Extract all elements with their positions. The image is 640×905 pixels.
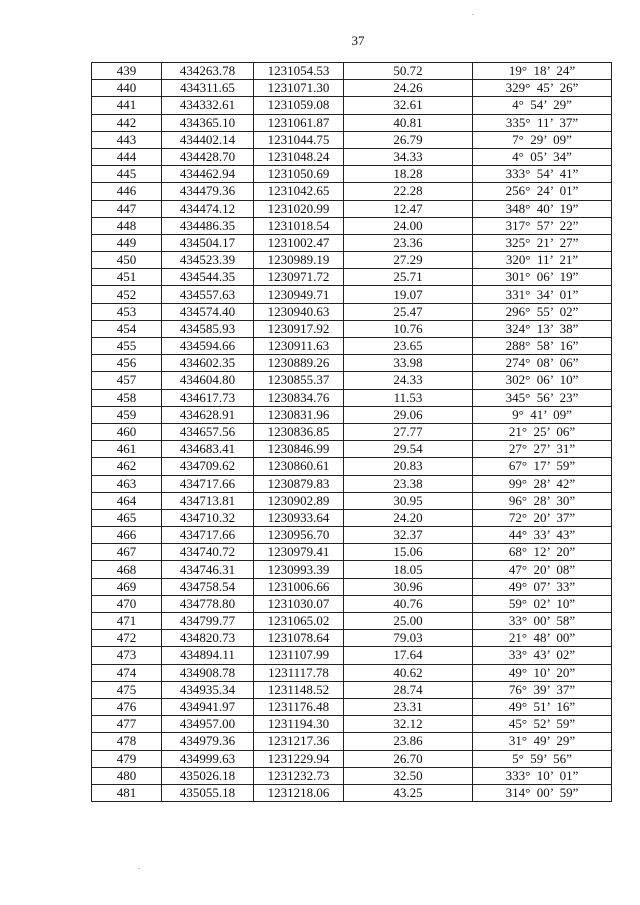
x-coordinate-cell: 434486.35 (162, 217, 254, 234)
x-coordinate-cell: 434935.34 (162, 681, 254, 698)
bearing-cell: 4° 54’ 29” (473, 97, 612, 114)
x-coordinate-cell: 434523.39 (162, 252, 254, 269)
x-coordinate-cell: 434428.70 (162, 148, 254, 165)
bearing-cell: 320° 11’ 21” (473, 252, 612, 269)
point-number-cell: 446 (92, 183, 162, 200)
distance-cell: 24.26 (344, 80, 473, 97)
table-row (92, 148, 612, 165)
bearing-cell: 76° 39’ 37” (473, 681, 612, 698)
table-row (92, 716, 612, 733)
coordinates-table (91, 62, 612, 802)
table-row (92, 372, 612, 389)
x-coordinate-cell: 434332.61 (162, 97, 254, 114)
table-row (92, 320, 612, 337)
point-number-cell: 458 (92, 389, 162, 406)
x-coordinate-cell: 434544.35 (162, 269, 254, 286)
table-row (92, 355, 612, 372)
y-coordinate-cell: 1231061.87 (254, 114, 344, 131)
x-coordinate-cell: 434941.97 (162, 698, 254, 715)
distance-cell: 30.96 (344, 578, 473, 595)
bearing-cell: 4° 05’ 34” (473, 148, 612, 165)
y-coordinate-cell: 1231020.99 (254, 200, 344, 217)
distance-cell: 29.06 (344, 406, 473, 423)
bearing-cell: 59° 02’ 10” (473, 595, 612, 612)
point-number-cell: 441 (92, 97, 162, 114)
point-number-cell: 469 (92, 578, 162, 595)
point-number-cell: 444 (92, 148, 162, 165)
table-row (92, 97, 612, 114)
bearing-cell: 333° 10’ 01” (473, 767, 612, 784)
table-row (92, 492, 612, 509)
x-coordinate-cell: 434462.94 (162, 166, 254, 183)
y-coordinate-cell: 1231217.36 (254, 733, 344, 750)
y-coordinate-cell: 1231059.08 (254, 97, 344, 114)
point-number-cell: 464 (92, 492, 162, 509)
bearing-cell: 302° 06’ 10” (473, 372, 612, 389)
y-coordinate-cell: 1230989.19 (254, 252, 344, 269)
distance-cell: 40.81 (344, 114, 473, 131)
y-coordinate-cell: 1230971.72 (254, 269, 344, 286)
table-row (92, 561, 612, 578)
y-coordinate-cell: 1230917.92 (254, 320, 344, 337)
point-number-cell: 462 (92, 458, 162, 475)
point-number-cell: 439 (92, 63, 162, 80)
y-coordinate-cell: 1230911.63 (254, 338, 344, 355)
y-coordinate-cell: 1230836.85 (254, 423, 344, 440)
point-number-cell: 476 (92, 698, 162, 715)
bearing-cell: 99° 28’ 42” (473, 475, 612, 492)
table-row (92, 698, 612, 715)
x-coordinate-cell: 434585.93 (162, 320, 254, 337)
table-row (92, 252, 612, 269)
bearing-cell: 33° 43’ 02” (473, 647, 612, 664)
bearing-cell: 68° 12’ 20” (473, 544, 612, 561)
table-row (92, 595, 612, 612)
point-number-cell: 467 (92, 544, 162, 561)
point-number-cell: 440 (92, 80, 162, 97)
bearing-cell: 96° 28’ 30” (473, 492, 612, 509)
point-number-cell: 450 (92, 252, 162, 269)
distance-cell: 24.33 (344, 372, 473, 389)
y-coordinate-cell: 1231107.99 (254, 647, 344, 664)
y-coordinate-cell: 1230855.37 (254, 372, 344, 389)
bearing-cell: 296° 55’ 02” (473, 303, 612, 320)
bearing-cell: 274° 08’ 06” (473, 355, 612, 372)
y-coordinate-cell: 1231018.54 (254, 217, 344, 234)
bearing-cell: 47° 20’ 08” (473, 561, 612, 578)
point-number-cell: 459 (92, 406, 162, 423)
distance-cell: 23.36 (344, 234, 473, 251)
distance-cell: 27.29 (344, 252, 473, 269)
table-row (92, 733, 612, 750)
point-number-cell: 461 (92, 441, 162, 458)
bearing-cell: 9° 41’ 09” (473, 406, 612, 423)
x-coordinate-cell: 434474.12 (162, 200, 254, 217)
y-coordinate-cell: 1230979.41 (254, 544, 344, 561)
table-row (92, 784, 612, 801)
distance-cell: 27.77 (344, 423, 473, 440)
scan-speck (138, 868, 140, 869)
distance-cell: 23.31 (344, 698, 473, 715)
x-coordinate-cell: 435055.18 (162, 784, 254, 801)
distance-cell: 20.83 (344, 458, 473, 475)
x-coordinate-cell: 434746.31 (162, 561, 254, 578)
bearing-cell: 7° 29’ 09” (473, 131, 612, 148)
table-row (92, 80, 612, 97)
y-coordinate-cell: 1231194.30 (254, 716, 344, 733)
y-coordinate-cell: 1231229.94 (254, 750, 344, 767)
distance-cell: 32.50 (344, 767, 473, 784)
x-coordinate-cell: 434657.56 (162, 423, 254, 440)
distance-cell: 79.03 (344, 630, 473, 647)
x-coordinate-cell: 434683.41 (162, 441, 254, 458)
y-coordinate-cell: 1231065.02 (254, 613, 344, 630)
x-coordinate-cell: 434758.54 (162, 578, 254, 595)
bearing-cell: 314° 00’ 59” (473, 784, 612, 801)
x-coordinate-cell: 434717.66 (162, 475, 254, 492)
distance-cell: 26.70 (344, 750, 473, 767)
bearing-cell: 27° 27’ 31” (473, 441, 612, 458)
x-coordinate-cell: 434479.36 (162, 183, 254, 200)
table-row (92, 269, 612, 286)
x-coordinate-cell: 434402.14 (162, 131, 254, 148)
point-number-cell: 451 (92, 269, 162, 286)
y-coordinate-cell: 1231232.73 (254, 767, 344, 784)
y-coordinate-cell: 1231042.65 (254, 183, 344, 200)
distance-cell: 28.74 (344, 681, 473, 698)
x-coordinate-cell: 434709.62 (162, 458, 254, 475)
bearing-cell: 324° 13’ 38” (473, 320, 612, 337)
point-number-cell: 475 (92, 681, 162, 698)
distance-cell: 23.65 (344, 338, 473, 355)
x-coordinate-cell: 434999.63 (162, 750, 254, 767)
table-row (92, 63, 612, 80)
point-number-cell: 481 (92, 784, 162, 801)
y-coordinate-cell: 1231048.24 (254, 148, 344, 165)
bearing-cell: 5° 59’ 56” (473, 750, 612, 767)
x-coordinate-cell: 434717.66 (162, 527, 254, 544)
y-coordinate-cell: 1230889.26 (254, 355, 344, 372)
x-coordinate-cell: 434557.63 (162, 286, 254, 303)
coordinates-table-body (92, 63, 612, 802)
point-number-cell: 472 (92, 630, 162, 647)
point-number-cell: 465 (92, 509, 162, 526)
point-number-cell: 480 (92, 767, 162, 784)
distance-cell: 30.95 (344, 492, 473, 509)
x-coordinate-cell: 434894.11 (162, 647, 254, 664)
table-row (92, 131, 612, 148)
y-coordinate-cell: 1231148.52 (254, 681, 344, 698)
distance-cell: 32.61 (344, 97, 473, 114)
distance-cell: 23.38 (344, 475, 473, 492)
distance-cell: 33.98 (344, 355, 473, 372)
distance-cell: 18.05 (344, 561, 473, 578)
y-coordinate-cell: 1230902.89 (254, 492, 344, 509)
y-coordinate-cell: 1230831.96 (254, 406, 344, 423)
bearing-cell: 31° 49’ 29” (473, 733, 612, 750)
table-row (92, 613, 612, 630)
scan-speck (472, 14, 474, 15)
bearing-cell: 301° 06’ 19” (473, 269, 612, 286)
bearing-cell: 21° 48’ 00” (473, 630, 612, 647)
point-number-cell: 466 (92, 527, 162, 544)
distance-cell: 50.72 (344, 63, 473, 80)
distance-cell: 40.62 (344, 664, 473, 681)
table-row (92, 509, 612, 526)
point-number-cell: 468 (92, 561, 162, 578)
point-number-cell: 449 (92, 234, 162, 251)
x-coordinate-cell: 434602.35 (162, 355, 254, 372)
point-number-cell: 445 (92, 166, 162, 183)
bearing-cell: 33° 00’ 58” (473, 613, 612, 630)
distance-cell: 19.07 (344, 286, 473, 303)
x-coordinate-cell: 434957.00 (162, 716, 254, 733)
distance-cell: 10.76 (344, 320, 473, 337)
x-coordinate-cell: 434594.66 (162, 338, 254, 355)
bearing-cell: 72° 20’ 37” (473, 509, 612, 526)
x-coordinate-cell: 434820.73 (162, 630, 254, 647)
bearing-cell: 49° 51’ 16” (473, 698, 612, 715)
y-coordinate-cell: 1230949.71 (254, 286, 344, 303)
table-row (92, 166, 612, 183)
table-row (92, 630, 612, 647)
table-row (92, 234, 612, 251)
x-coordinate-cell: 434574.40 (162, 303, 254, 320)
x-coordinate-cell: 434263.78 (162, 63, 254, 80)
table-row (92, 406, 612, 423)
bearing-cell: 325° 21’ 27” (473, 234, 612, 251)
table-row (92, 423, 612, 440)
table-row (92, 647, 612, 664)
bearing-cell: 333° 54’ 41” (473, 166, 612, 183)
table-row (92, 458, 612, 475)
point-number-cell: 447 (92, 200, 162, 217)
table-row (92, 389, 612, 406)
table-row (92, 664, 612, 681)
y-coordinate-cell: 1231078.64 (254, 630, 344, 647)
bearing-cell: 256° 24’ 01” (473, 183, 612, 200)
table-row (92, 286, 612, 303)
table-row (92, 578, 612, 595)
y-coordinate-cell: 1231030.07 (254, 595, 344, 612)
point-number-cell: 479 (92, 750, 162, 767)
point-number-cell: 471 (92, 613, 162, 630)
bearing-cell: 348° 40’ 19” (473, 200, 612, 217)
table-row (92, 441, 612, 458)
point-number-cell: 463 (92, 475, 162, 492)
y-coordinate-cell: 1231006.66 (254, 578, 344, 595)
bearing-cell: 45° 52’ 59” (473, 716, 612, 733)
distance-cell: 26.79 (344, 131, 473, 148)
bearing-cell: 44° 33’ 43” (473, 527, 612, 544)
distance-cell: 25.71 (344, 269, 473, 286)
y-coordinate-cell: 1230956.70 (254, 527, 344, 544)
x-coordinate-cell: 434617.73 (162, 389, 254, 406)
x-coordinate-cell: 434604.80 (162, 372, 254, 389)
table-row (92, 767, 612, 784)
x-coordinate-cell: 434628.91 (162, 406, 254, 423)
distance-cell: 12.47 (344, 200, 473, 217)
y-coordinate-cell: 1230834.76 (254, 389, 344, 406)
point-number-cell: 457 (92, 372, 162, 389)
point-number-cell: 454 (92, 320, 162, 337)
distance-cell: 32.37 (344, 527, 473, 544)
x-coordinate-cell: 434710.32 (162, 509, 254, 526)
distance-cell: 24.00 (344, 217, 473, 234)
y-coordinate-cell: 1230993.39 (254, 561, 344, 578)
x-coordinate-cell: 434778.80 (162, 595, 254, 612)
table-row (92, 544, 612, 561)
distance-cell: 25.47 (344, 303, 473, 320)
point-number-cell: 443 (92, 131, 162, 148)
bearing-cell: 317° 57’ 22” (473, 217, 612, 234)
x-coordinate-cell: 434908.78 (162, 664, 254, 681)
bearing-cell: 345° 56’ 23” (473, 389, 612, 406)
table-row (92, 338, 612, 355)
point-number-cell: 474 (92, 664, 162, 681)
table-row (92, 114, 612, 131)
distance-cell: 25.00 (344, 613, 473, 630)
y-coordinate-cell: 1231054.53 (254, 63, 344, 80)
bearing-cell: 288° 58’ 16” (473, 338, 612, 355)
page-number: 37 (351, 33, 365, 48)
table-row (92, 183, 612, 200)
point-number-cell: 477 (92, 716, 162, 733)
point-number-cell: 455 (92, 338, 162, 355)
y-coordinate-cell: 1231044.75 (254, 131, 344, 148)
x-coordinate-cell: 434504.17 (162, 234, 254, 251)
distance-cell: 22.28 (344, 183, 473, 200)
table-row (92, 303, 612, 320)
table-row (92, 527, 612, 544)
distance-cell: 24.20 (344, 509, 473, 526)
table-row (92, 475, 612, 492)
y-coordinate-cell: 1231050.69 (254, 166, 344, 183)
distance-cell: 11.53 (344, 389, 473, 406)
distance-cell: 40.76 (344, 595, 473, 612)
x-coordinate-cell: 434713.81 (162, 492, 254, 509)
x-coordinate-cell: 435026.18 (162, 767, 254, 784)
y-coordinate-cell: 1230860.61 (254, 458, 344, 475)
distance-cell: 17.64 (344, 647, 473, 664)
point-number-cell: 470 (92, 595, 162, 612)
bearing-cell: 335° 11’ 37” (473, 114, 612, 131)
table-row (92, 200, 612, 217)
distance-cell: 32.12 (344, 716, 473, 733)
distance-cell: 43.25 (344, 784, 473, 801)
y-coordinate-cell: 1231218.06 (254, 784, 344, 801)
x-coordinate-cell: 434979.36 (162, 733, 254, 750)
x-coordinate-cell: 434799.77 (162, 613, 254, 630)
x-coordinate-cell: 434365.10 (162, 114, 254, 131)
y-coordinate-cell: 1231117.78 (254, 664, 344, 681)
distance-cell: 23.86 (344, 733, 473, 750)
bearing-cell: 49° 10’ 20” (473, 664, 612, 681)
y-coordinate-cell: 1231176.48 (254, 698, 344, 715)
bearing-cell: 329° 45’ 26” (473, 80, 612, 97)
y-coordinate-cell: 1231002.47 (254, 234, 344, 251)
point-number-cell: 473 (92, 647, 162, 664)
point-number-cell: 448 (92, 217, 162, 234)
distance-cell: 15.06 (344, 544, 473, 561)
bearing-cell: 331° 34’ 01” (473, 286, 612, 303)
distance-cell: 34.33 (344, 148, 473, 165)
distance-cell: 29.54 (344, 441, 473, 458)
point-number-cell: 478 (92, 733, 162, 750)
bearing-cell: 67° 17’ 59” (473, 458, 612, 475)
distance-cell: 18.28 (344, 166, 473, 183)
bearing-cell: 19° 18’ 24” (473, 63, 612, 80)
y-coordinate-cell: 1230879.83 (254, 475, 344, 492)
table-row (92, 217, 612, 234)
point-number-cell: 456 (92, 355, 162, 372)
table-row (92, 681, 612, 698)
y-coordinate-cell: 1231071.30 (254, 80, 344, 97)
bearing-cell: 49° 07’ 33” (473, 578, 612, 595)
x-coordinate-cell: 434740.72 (162, 544, 254, 561)
x-coordinate-cell: 434311.65 (162, 80, 254, 97)
point-number-cell: 452 (92, 286, 162, 303)
y-coordinate-cell: 1230933.64 (254, 509, 344, 526)
point-number-cell: 460 (92, 423, 162, 440)
y-coordinate-cell: 1230940.63 (254, 303, 344, 320)
y-coordinate-cell: 1230846.99 (254, 441, 344, 458)
table-row (92, 750, 612, 767)
point-number-cell: 453 (92, 303, 162, 320)
point-number-cell: 442 (92, 114, 162, 131)
bearing-cell: 21° 25’ 06” (473, 423, 612, 440)
